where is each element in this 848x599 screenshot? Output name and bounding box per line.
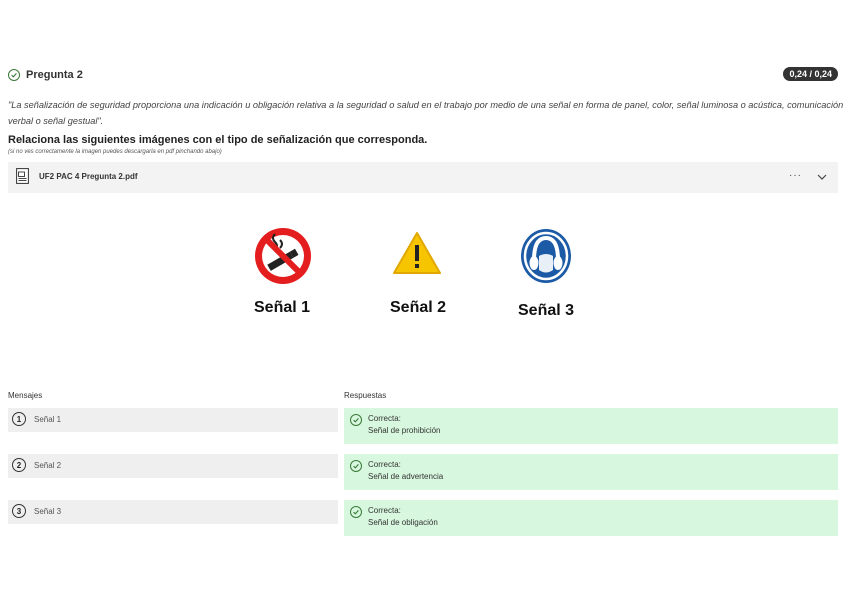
sign-2-label: Señal 2: [390, 299, 447, 316]
number-badge: 2: [12, 458, 26, 472]
chevron-down-icon[interactable]: [816, 171, 828, 183]
message-text: Señal 2: [34, 461, 62, 470]
warning-icon: [391, 230, 443, 276]
ear-protection-icon: [520, 228, 572, 284]
question-note: (si no ves correctamente la imagen puedes descargarla en pdf pinchando abajo): [8, 149, 222, 155]
answer-row: [344, 500, 838, 536]
question-quote: "La señalización de seguridad proporciona una indicación u obligación relativa a la seguridad o salud en el trabajo por medio de una señal en forma de panel, color, señal luminosa o acústica, comunicación verbal o señal gestual".: [8, 100, 844, 126]
messages-column-header: Mensajes: [8, 391, 43, 400]
document-icon: [16, 168, 29, 184]
answer-text: Señal de prohibición: [368, 426, 441, 435]
answer-status: Correcta:: [368, 506, 401, 515]
number-badge: 3: [12, 504, 26, 518]
answer-text: Señal de advertencia: [368, 472, 444, 481]
answers-column-header: Respuestas: [344, 391, 387, 400]
sign-3-label: Señal 3: [518, 302, 575, 319]
message-row: [8, 454, 338, 478]
more-options-button[interactable]: ···: [789, 170, 802, 181]
no-smoking-icon: [253, 226, 313, 286]
check-circle-icon: [8, 69, 20, 81]
answer-text: Señal de obligación: [368, 518, 438, 527]
message-row: [8, 500, 338, 524]
question-instruction: Relaciona las siguientes imágenes con el tipo de señalización que corresponda.: [8, 134, 428, 146]
check-circle-icon: [350, 460, 362, 472]
check-circle-icon: [350, 506, 362, 518]
file-name[interactable]: UF2 PAC 4 Pregunta 2.pdf: [39, 172, 138, 181]
sign-1-label: Señal 1: [254, 299, 311, 316]
answer-status: Correcta:: [368, 414, 401, 423]
message-text: Señal 1: [34, 415, 62, 424]
question-header: [8, 67, 838, 85]
number-badge: 1: [12, 412, 26, 426]
answer-row: [344, 454, 838, 490]
file-attachment[interactable]: [8, 162, 838, 193]
answer-status: Correcta:: [368, 460, 401, 469]
message-text: Señal 3: [34, 507, 62, 516]
question-title: Pregunta 2: [26, 69, 83, 81]
answer-row: [344, 408, 838, 444]
score-badge: 0,24 / 0,24: [783, 67, 838, 81]
check-circle-icon: [350, 414, 362, 426]
message-row: [8, 408, 338, 432]
